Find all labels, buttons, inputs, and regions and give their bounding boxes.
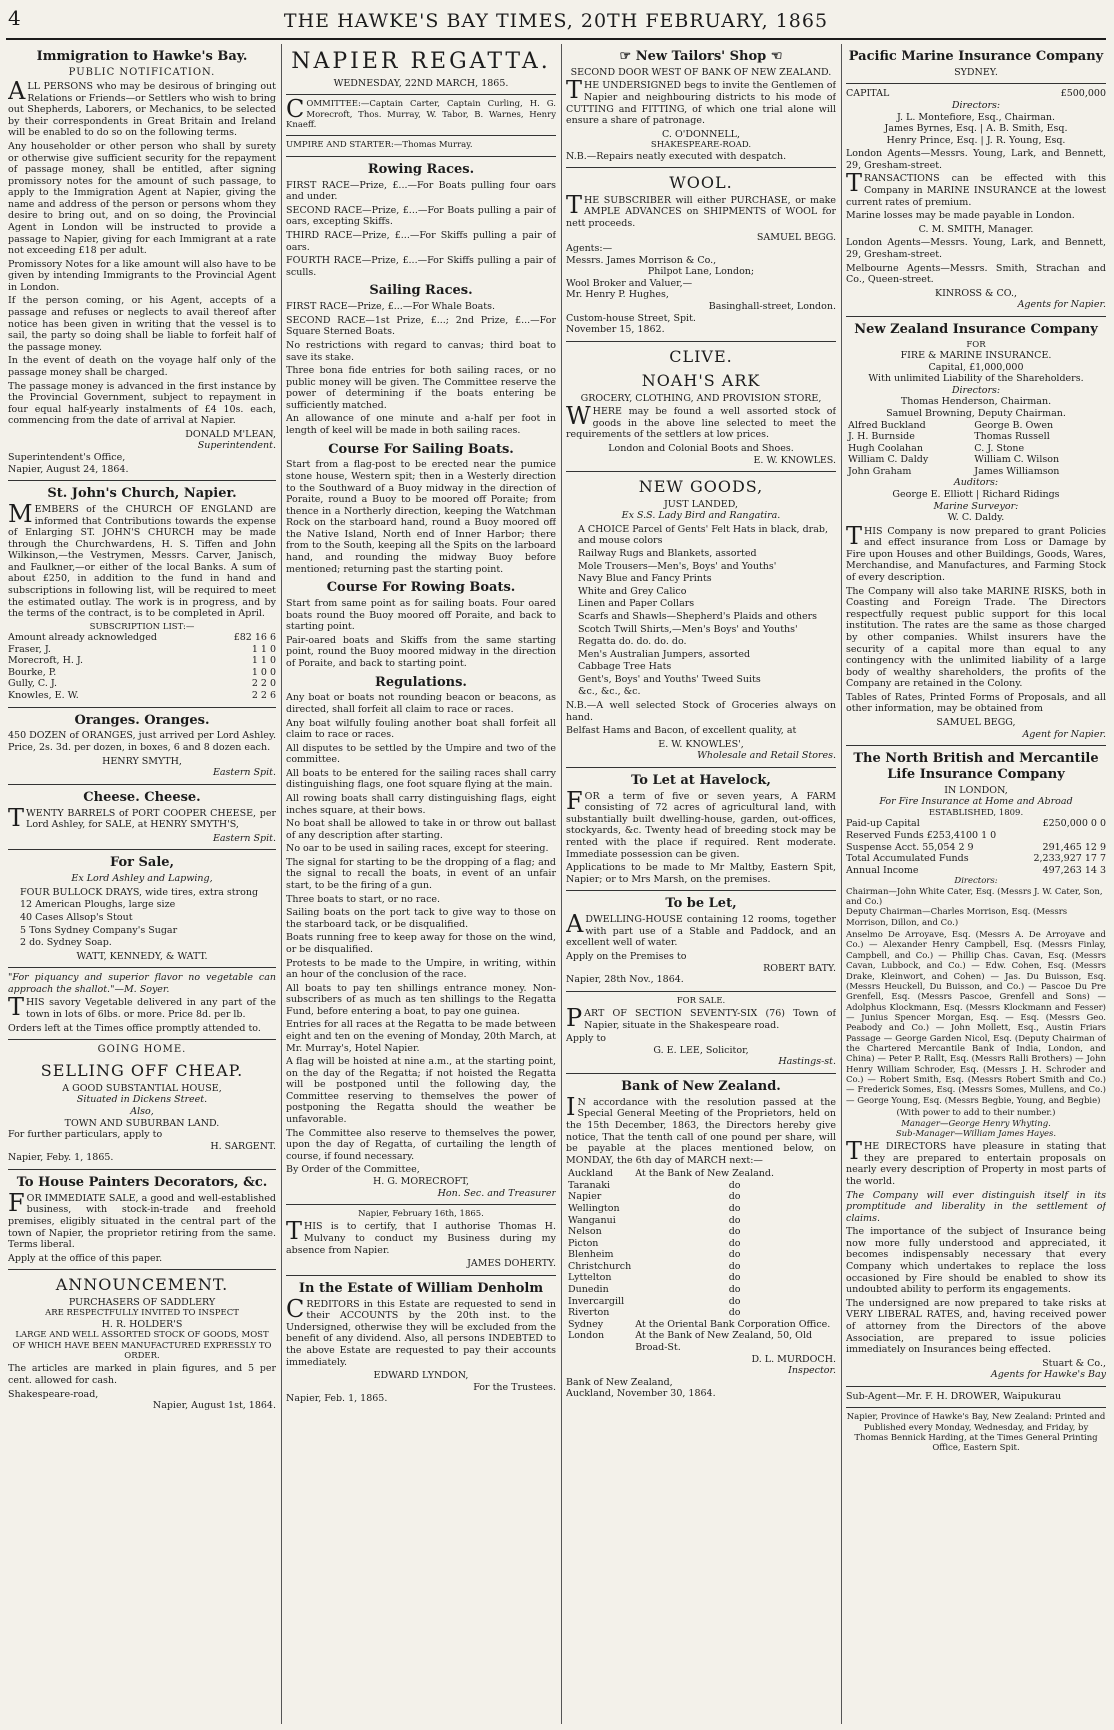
house-painters-para: FOR IMMEDIATE SALE, a good and well-established business, with stock-in-trade and freehold premises, eligibly situated in the central part of the town of Napier, the proprietor retiring from the same. Terms liberal. [8, 1188, 276, 1251]
regulation: Boats running free to keep away for those on the wind, or be disqualified. [286, 932, 556, 955]
table-row: Taranaki do [568, 1179, 741, 1191]
immigration-subheading: PUBLIC NOTIFICATION. [68, 66, 216, 78]
agent-line: Mr. Henry P. Hughes, [566, 289, 669, 301]
divider [566, 471, 836, 472]
newspaper-title: THE HAWKE'S BAY TIMES, 20TH FEBRUARY, 1865 [283, 10, 829, 32]
agent-line: Philpot Lane, London; [647, 266, 755, 278]
north-british-sub: For Fire Insurance at Home and Abroad [879, 796, 1073, 808]
race-item: SECOND RACE—Prize, £...—For Boats pulling a pair of oars, excepting Skiffs. [286, 204, 556, 228]
list-item: Linen and Paper Collars [578, 598, 695, 610]
north-british-para: The importance of the subject of Insurance being now more fully understood and appreciated, it becomes indispensably necessary that every Company which undertakes to replace the loss occasioned by Fire should be enabled to show its undoubted ability to perform its engagements. [846, 1226, 1106, 1296]
north-british-sub: IN LONDON, [944, 784, 1008, 796]
table-row: Wanganui do [568, 1214, 741, 1226]
signature: E. W. KNOWLES. [753, 454, 836, 466]
to-be-let-para: Apply on the Premises to [566, 950, 687, 962]
pacific-marine-para: TRANSACTIONS can be effected with this Company in MARINE INSURANCE at the lowest current rates of premium. [846, 169, 1106, 208]
date: Napier, August 24, 1864. [8, 463, 129, 475]
regulation: A flag will be hoisted at nine a.m., at the starting point, on the day of the Regatta; if not hoisted the Regatta will be postponed until the following day, the Committee reserving to themselves the power of postponing the Regatta should the weather be unfavorable. [286, 1056, 556, 1126]
list-item: Navy Blue and Fancy Prints [578, 573, 712, 585]
directors-label: Directors: [951, 100, 1001, 112]
regulation: Three boats to start, or no race. [286, 893, 441, 905]
signature: SAMUEL BEGG, [936, 716, 1016, 728]
divider [846, 83, 1106, 84]
list-item: Gent's, Boys' and Youths' Tweed Suits [578, 673, 761, 685]
agent-line: Basinghall-street, London. [708, 300, 836, 312]
signature: SAMUEL BEGG. [756, 231, 836, 243]
race-item: THIRD RACE—Prize, £...—For Skiffs pulling a pair of oars. [286, 230, 556, 253]
divider [566, 767, 836, 768]
director-line: Deputy Chairman—Charles Morrison, Esq. (Messrs Morrison, Dillon, and Co.) [846, 907, 1068, 928]
pacific-marine-para: Marine losses may be made payable in London. [846, 210, 1075, 222]
new-goods-sub: Ex S.S. Lady Bird and Rangatira. [621, 510, 781, 522]
table-row: Invercargill do [568, 1295, 741, 1307]
announcement-name: H. R. HOLDER'S [101, 1318, 183, 1330]
signature-role: Agents for Napier. [1017, 299, 1106, 311]
immigration-para: ALL PERSONS who may be desirous of bringing out Relations or Friends—or Settlers who wish to bring out Shepherds, Laborers, or Mechanics, to be selected by their correspondents in Great Britain and Ireland will be enabled to do so on the following terms. [8, 77, 276, 139]
sailing-races-heading: Sailing Races. [369, 283, 473, 299]
financial-row: Paid-up Capital £250,000 0 0 [846, 818, 1106, 830]
cheese-heading: Cheese. Cheese. [83, 789, 201, 805]
regulation: All rowing boats shall carry distinguishing flags, eight inches square, at their bows. [286, 793, 556, 816]
signature: WATT, KENNEDY, & WATT. [76, 950, 208, 962]
table-row: J. H. Burnside Thomas Russell [848, 431, 1050, 443]
announcement-sub: ARE RESPECTFULLY INVITED TO INSPECT [45, 1308, 239, 1319]
capital-line: Capital, £1,000,000 [928, 361, 1024, 373]
signature: Stuart & Co., [1042, 1357, 1106, 1369]
church-para: MEMBERS of the CHURCH OF ENGLAND are informed that Contributions towards the expense of Enlarging ST. JOHN'S CHURCH may be made through the Churchwardens, H. S. Tiffen and John Wilkinson,—the Vestrymen, Messrs. Carver, Janisch, and Faulkner,—or either of the local Banks. A sum of about £250, in addition to the fund in hand and subscriptions in following list, will be required to meet the estimated outlay. The work is in progress, and by the terms of the contract, is to be completed in April. [8, 499, 276, 620]
table-row: London At the Bank of New Zealand, 50, Old Broad-St. [568, 1330, 813, 1353]
regulation: The Committee also reserve to themselves the power, upon the day of Regatta, of curtailing the length of course, if found necessary. [286, 1127, 556, 1162]
announcement-para: LARGE AND WELL ASSORTED STOCK OF GOODS, MOST OF WHICH HAVE BEEN MANUFACTURED EXPRESSLY TO ORDER. [12, 1330, 272, 1361]
financial-row: Annual Income 497,263 14 3 [846, 864, 1106, 876]
signature: DONALD M'LEAN, [185, 428, 276, 440]
new-goods-nb: N.B.—A well selected Stock of Groceries always on hand. [566, 699, 836, 723]
new-goods-heading: NEW GOODS, [638, 477, 764, 497]
sailing-course-heading: Course For Sailing Boats. [328, 441, 514, 457]
sailing-note: An allowance of one minute and a-half per foot in length of keel will be made in both sailing races. [286, 413, 556, 436]
new-goods-para: Belfast Hams and Bacon, of excellent quality, at [566, 725, 797, 737]
divider [566, 991, 836, 992]
table-row: Dunedin do [568, 1284, 741, 1296]
hand-pointer-icon: ☞ [619, 49, 632, 64]
date: Auckland, November 30, 1864. [566, 1388, 716, 1400]
address: Eastern Spit. [212, 832, 276, 844]
wool-heading: WOOL. [669, 173, 733, 193]
director-line: Samuel Browning, Deputy Chairman. [886, 407, 1066, 419]
sub-agent-line: Sub-Agent—Mr. F. H. DROWER, Waipukurau [846, 1390, 1062, 1402]
subscription-row: Amount already acknowledged £82 16 6 [8, 632, 276, 644]
date: Napier, 28th Nov., 1864. [566, 974, 684, 986]
immigration-heading: Immigration to Hawke's Bay. [36, 49, 248, 64]
table-row: John Graham James Williamson [848, 465, 1060, 477]
bank-line: Bank of New Zealand, [566, 1376, 673, 1388]
race-item: SECOND RACE—1st Prize, £...; 2nd Prize, £...—For Square Sterned Boats. [286, 314, 556, 338]
shallot-para: THIS savory Vegetable delivered in any part of the town in lots of 6lbs. or more. Price 8d. per lb. [8, 993, 276, 1022]
divider [286, 135, 556, 136]
race-item: FIRST RACE—Prize, £...—For Boats pulling four oars and under. [286, 179, 556, 203]
page-number: 4 [8, 6, 21, 30]
list-item: 12 American Ploughs, large size [20, 899, 176, 911]
list-item: 5 Tons Sydney Company's Sugar [20, 924, 178, 936]
subscription-row: Bourke, P. 1 0 0 [8, 666, 276, 678]
subscription-row: Knowles, E. W. 2 2 6 [8, 690, 276, 702]
subscription-row: Morecroft, H. J. 1 1 0 [8, 655, 276, 667]
list-item: &c., &c., &c. [578, 686, 641, 698]
signature: E. W. KNOWLES', [658, 738, 744, 750]
signature: H. SARGENT. [210, 1140, 276, 1152]
table-row: Napier do [568, 1191, 741, 1203]
regulation: Sailing boats on the port tack to give way to those on the starboard tack, or be disqualified. [286, 907, 556, 930]
signature: KINROSS & CO., [935, 287, 1017, 299]
house-painters-heading: To House Painters Decorators, &c. [16, 1174, 268, 1190]
for-sale-para: PART OF SECTION SEVENTY-SIX (76) Town of Napier, situate in the Shakespeare road. [566, 1004, 836, 1033]
rowing-course-para: Start from same point as for sailing boats. Four oared boats round the Buoy moored off Poraite, and back to starting point. [286, 598, 556, 633]
land-line: TOWN AND SUBURBAN LAND. [64, 1117, 220, 1129]
column-2 [286, 44, 556, 1724]
imprint: Napier, Province of Hawke's Bay, New Zealand: Printed and Published every Monday, Wednesday, and Friday, by Thomas Bennick Harding, at the Times General Printing Office, Eastern Spit. [846, 1412, 1106, 1454]
signature: G. E. LEE, Solicitor, [653, 1044, 749, 1056]
signature: EDWARD LYNDON, [373, 1370, 469, 1382]
rowing-course-para: Pair-oared boats and Skiffs from the same starting point, round the Buoy moored midway in the direction of Poraite, and back to starting point. [286, 634, 556, 669]
divider [8, 707, 276, 708]
divider [846, 1386, 1106, 1387]
wool-para: THE SUBSCRIBER will either PURCHASE, or make AMPLE ADVANCES on SHIPMENTS of WOOL for nett proceeds. [566, 190, 836, 229]
office: Superintendent's Office, [8, 451, 126, 463]
list-item: Cabbage Tree Hats [578, 661, 672, 673]
house-painters-para: Apply at the office of this paper. [8, 1252, 163, 1264]
table-row: Sydney At the Oriental Bank Corporation Office. [568, 1318, 831, 1330]
denholm-para: CREDITORS in this Estate are requested to send in their ACCOUNTS by the 20th inst. to the Undersigned, otherwise they will be excluded from the benefit of any dividend. Also, all persons INDEBTED to the above Estate are requested to pay their accounts immediately. [286, 1294, 556, 1368]
agents-label: Agents:— [566, 243, 613, 255]
table-row: Alfred Buckland George B. Owen [848, 419, 1054, 431]
new-goods-sub: JUST LANDED, [663, 498, 738, 510]
table-row: Hugh Coolahan C. J. Stone [848, 442, 1025, 454]
by-order: By Order of the Committee, [286, 1164, 420, 1176]
immigration-para: Any householder or other person who shall by surety or otherwise give sufficient security for the repayment of passage money, shall be entitled, after signing promissory notes for the amount of such passage, to apply to the Immigration Agent at Napier, giving the name and address of the person or persons whom they desire to bring out, and on so doing, the Provincial Agent in London will be instructed to provide a passage to Napier, giving for each Immigrant at a rate not exceeding £18 per adult. [8, 140, 276, 257]
signature: C. M. SMITH, Manager. [918, 223, 1034, 235]
column-1 [8, 44, 276, 1724]
immigration-para: If the person coming, or his Agent, accepts of a passage and refuses or neglects to avail thereof after notice has been given in writing that the vessel is to sail, the party so doing shall be liable to forfeit half of the passage money. [8, 295, 276, 353]
sailing-note: Three bona fide entries for both sailing races, or no public money will be given. The Committee reserve the power of determining if the boats entering be sufficiently matched. [286, 365, 556, 411]
regulation: The signal for starting to be the dropping of a flag; and the signal to recall the boats, in event of an unfair start, to be the firing of a gun. [286, 856, 556, 892]
noahs-ark-para: London and Colonial Boots and Shoes. [608, 443, 794, 455]
list-item: A CHOICE Parcel of Gents' Felt Hats in black, drab, and mouse colors [578, 523, 828, 547]
divider [286, 156, 556, 157]
list-item: Mole Trousers—Men's, Boys' and Youths' [578, 560, 777, 572]
financial-row: Total Accumulated Funds 2,233,927 17 7 [846, 853, 1106, 865]
new-goods-list [578, 524, 836, 698]
regulation: No boat shall be allowed to take in or throw out ballast of any description after starting. [286, 818, 556, 841]
divider [846, 1407, 1106, 1408]
signature-role: For the Trustees. [473, 1381, 556, 1393]
tailors-shop-sub: SECOND DOOR WEST OF BANK OF NEW ZEALAND. [570, 66, 832, 78]
divider [8, 480, 276, 481]
regulation: No oar to be used in sailing races, except for steering. [286, 843, 549, 855]
rowing-course-heading: Course For Rowing Boats. [326, 580, 516, 596]
signature-role: Superintendent. [197, 440, 276, 452]
regulations-heading: Regulations. [375, 674, 467, 690]
financials [846, 818, 1106, 876]
financial-row: Reserved Funds £253,4100 1 0 [846, 829, 997, 841]
list-item: Men's Australian Jumpers, assorted [578, 648, 751, 660]
regulation: All disputes to be settled by the Umpire and two of the committee. [286, 742, 556, 766]
directors-table [846, 420, 1106, 478]
signature-role: Agents for Hawke's Bay [990, 1369, 1106, 1381]
date: November 15, 1862. [566, 324, 665, 336]
havelock-para: FOR a term of five or seven years, A FARM consisting of 72 acres of agricultural land, with substantially built dwelling-house, garden, out-offices, stockyards, &c. Twenty head of breeding stock may be rented with the place if required. Rent moderate. Immediate possession can be given. [566, 786, 836, 860]
agent-line: Custom-house Street, Spit. [566, 312, 696, 324]
director-line: James Byrnes, Esq. | A. B. Smith, Esq. [884, 123, 1068, 135]
agents-line: Melbourne Agents—Messrs. Smith, Strachan and Co., Queen-street. [846, 262, 1106, 286]
denholm-heading: In the Estate of William Denholm [298, 1280, 544, 1296]
financial-row: Suspense Acct. 55,054 2 9 291,465 12 9 [846, 841, 1106, 853]
regulation: Any boat or boats not rounding beacon or beacons, as directed, shall forfeit all claim to race or races. [286, 692, 556, 715]
list-item: White and Grey Calico [578, 585, 687, 597]
immigration-para: Promissory Notes for a like amount will also have to be given by intending Immigrants to the Provincial Agent in London. [8, 258, 276, 293]
director-line: Thomas Henderson, Chairman. [900, 396, 1052, 408]
date: Napier, August 1st, 1864. [152, 1400, 276, 1412]
regulation: All boats to be entered for the sailing races shall carry distinguishing flags, one foot square flying at the main. [286, 767, 556, 791]
manager-line: Manager—George Henry Whyting. [901, 1118, 1051, 1129]
pacific-marine-sub: SYDNEY. [954, 66, 998, 78]
north-british-para: THE DIRECTORS have pleasure in stating that they are prepared to entertain proposals on nearly every description of Property in most parts of the world. [846, 1137, 1106, 1187]
directors-list: Anselmo De Arroyave, Esq. (Messrs A. De Arroyave and Co.) — Alexander Henry Campbell, Esq. (Messrs Finlay, Campbell, and Co.) — Phillip Chas. Cavan, Esq. (Messrs Cavan, Lubbock, and Co.) — Edw. Cohen, Esq. (Messrs Drake, Kleinwort, and Cohen) — Jas. Du Buisson, Esq. (Messrs Heuckell, Du Buisson, and Co.) — Pascoe Du Pre Grenfell, Esq. (Messrs Pascoe, Grenfell and Sons) — Adolphus Klockmann, Esq. (Messrs Klockmann and Fesser) — Junius Spencer Morgan, Esq. — Esq. (Messrs Geo. Peabody and Co.) — John Mollett, Esq., Austin Friars Passage — George Garden Nicol, Esq. (Deputy Chairman of the Chartered Mercantile Bank of India, London, and China) — Peter P. Rallt, Esq. (Messrs Ralli Brothers) — John Henry William Schroder, Esq. (Messrs J. H. Schroder and Co.) — Robert Smith, Esq. (Messrs Robert Smith and Co.) — Frederick Somes, Esq. (Messrs Somes, Mullens, and Co.) — George Young, Esq. (Messrs Begbie, Young, and Begbie) [846, 930, 1106, 1106]
tailors-shop-heading: ☞ New Tailors' Shop ☜ [619, 49, 783, 64]
liability-line: With unlimited Liability of the Shareholders. [868, 373, 1084, 385]
sailing-note: No restrictions with regard to canvas; third boat to save its stake. [286, 339, 556, 363]
divider [566, 167, 836, 168]
subscription-list [8, 632, 276, 701]
agents-line: London Agents—Messrs. Young, Lark, and Bennett, 29, Gresham-street. [846, 237, 1106, 260]
apply-line: Apply to [566, 1033, 606, 1045]
table-row: Blenheim do [568, 1249, 741, 1261]
clive-heading: CLIVE. [669, 346, 733, 366]
nz-insurance-for: FOR [966, 339, 986, 350]
agent-line: Wool Broker and Valuer,— [566, 277, 693, 289]
address: Shakespeare-road, [8, 1388, 99, 1400]
address: Hastings-st. [778, 1056, 836, 1068]
submanager-line: Sub-Manager—William James Hayes. [895, 1128, 1057, 1139]
to-be-let-heading: To be Let, [665, 896, 737, 912]
oranges-para: 450 DOZEN of ORANGES, just arrived per Lord Ashley. Price, 2s. 3d. per dozen, in boxes, 6 and 8 dozen each. [8, 730, 276, 754]
hand-pointer-icon: ☜ [770, 49, 783, 64]
announcement-sub: PURCHASERS OF SADDLERY [68, 1296, 216, 1308]
havelock-para: Applications to be made to Mr Maltby, Eastern Spit, Napier; or to Mrs Marsh, on the premises. [566, 862, 836, 885]
signature-role: Hon. Sec. and Treasurer [437, 1187, 556, 1199]
surveyor-line: W. C. Daldy. [947, 512, 1005, 524]
call-places-table [566, 1168, 836, 1353]
divider [566, 341, 836, 342]
for-sale-heading: FOR SALE. [676, 995, 726, 1006]
tailors-nb: N.B.—Repairs neatly executed with despatch. [566, 150, 787, 162]
nz-insurance-sub: FIRE & MARINE INSURANCE. [900, 350, 1052, 362]
subscription-heading: SUBSCRIPTION LIST:— [89, 621, 195, 632]
directors-label: Directors: [954, 876, 998, 887]
cheese-para: TWENTY BARRELS of PORT COOPER CHEESE, per Lord Ashley, for SALE, at HENRY SMYTH'S, [8, 803, 276, 832]
noahs-ark-para: WHERE may be found a well assorted stock of goods in the above line selected to meet the requirements of the settlers at low prices. [566, 402, 836, 441]
column-4 [846, 44, 1106, 1724]
house-location: Situated in Dickens Street. [76, 1094, 208, 1106]
list-item: Scotch Twill Shirts,—Men's Boys' and Youths' [578, 623, 798, 635]
noahs-ark-heading: NOAH'S ARK [641, 371, 761, 391]
divider [286, 94, 556, 95]
regulation: All boats to pay ten shillings entrance money. Non-subscribers of as much as ten shillings to the Regatta Fund, before entering a boat, to pay one guinea. [286, 982, 556, 1017]
directors-note: (With power to add to their number.) [896, 1108, 1056, 1119]
pacific-marine-heading: Pacific Marine Insurance Company [848, 49, 1104, 64]
address: SHAKESPEARE-ROAD. [650, 140, 752, 151]
signature: JAMES DOHERTY. [467, 1258, 556, 1270]
tailors-shop-para: THE UNDERSIGNED begs to invite the Gentlemen of Napier and neighbouring districts to his mode of CUTTING and FITTING, of which one trial alone will ensure a share of patronage. [566, 76, 836, 127]
date: Napier, Feb. 1, 1865. [286, 1393, 388, 1405]
race-item: FOURTH RACE—Prize, £...—For Skiffs pulling a pair of sculls. [286, 255, 556, 278]
immigration-para: The passage money is advanced in the first instance by the Provincial Government, subject to repayment in four equal half-yearly instalments of £4 10s. each, commencing from the date of arrival at Napier. [8, 380, 276, 427]
doherty-para: THIS is to certify, that I authorise Thomas H. Mulvany to conduct my Business during my absence from Napier. [286, 1217, 556, 1256]
list-item: FOUR BULLOCK DRAYS, wide tires, extra strong [20, 886, 259, 898]
regulation: Protests to be made to the Umpire, in writing, within an hour of the conclusion of the race. [286, 957, 556, 981]
agent-line: Messrs. James Morrison & Co., [566, 254, 717, 266]
rowing-races-heading: Rowing Races. [367, 161, 475, 177]
nz-insurance-para: The Company will also take MARINE RISKS, both in Coasting and Foreign Trade. The Directors respectfully request public support for this local institution. The rates are the same as those charged by other companies. Whilst insurers have the security of a capital more than equal to any contingency with the unlimited liability of a large body of wealthy shareholders, the profits of the Company are retained in the Colony. [846, 585, 1106, 690]
also-line: Also, [130, 1106, 154, 1118]
list-item: 2 do. Sydney Soap. [20, 937, 112, 949]
signature: HENRY SMYTH, [102, 755, 182, 767]
divider [8, 967, 276, 968]
announcement-heading: ANNOUNCEMENT. [55, 1275, 229, 1295]
divider [566, 890, 836, 891]
divider [286, 1275, 556, 1276]
shallot-para: Orders left at the Times office promptly attended to. [8, 1022, 261, 1034]
list-item: Railway Rugs and Blankets, assorted [578, 548, 757, 560]
particulars: For further particulars, apply to [8, 1129, 163, 1141]
column-rule [561, 44, 562, 1724]
noahs-ark-sub: GROCERY, CLOTHING, AND PROVISION STORE, [580, 392, 822, 404]
church-heading: St. John's Church, Napier. [47, 486, 237, 502]
column-rule [841, 44, 842, 1724]
north-british-heading: The North British and Mercantile Life Insurance Company [853, 751, 1099, 782]
agents-line: London Agents—Messrs. Young, Lark, and Bennett, 29, Gresham-street. [846, 148, 1106, 171]
directors-label: Directors: [951, 384, 1001, 396]
date: Napier, Feby. 1, 1865. [8, 1152, 114, 1164]
signature: C. O'DONNELL, [662, 128, 740, 140]
list-item: Scarfs and Shawls—Shepherd's Plaids and others [578, 610, 818, 622]
regatta-date: WEDNESDAY, 22ND MARCH, 1865. [333, 77, 509, 89]
established-line: ESTABLISHED, 1809. [928, 808, 1024, 819]
table-row: Wellington do [568, 1203, 741, 1214]
director-line: Henry Prince, Esq. | J. R. Young, Esq. [886, 134, 1066, 146]
table-row: Picton do [568, 1237, 741, 1249]
nz-insurance-para: Tables of Rates, Printed Forms of Proposals, and all other information, may be obtained from [846, 691, 1106, 715]
nz-insurance-para: THIS Company is now prepared to grant Policies and effect insurance from Loss or Damage by Fire upon Houses and other Buildings, Goods, Wares, Merchandise, and Manufactures, and Farming Stock of every description. [846, 521, 1106, 584]
house-line: A GOOD SUBSTANTIAL HOUSE, [62, 1082, 222, 1094]
table-row: Christchurch do [568, 1260, 741, 1272]
auditors-label: Auditors: [953, 477, 999, 489]
table-row: Auckland At the Bank of New Zealand. [568, 1168, 775, 1180]
table-row: Riverton do [568, 1307, 741, 1319]
divider [566, 1073, 836, 1074]
going-home-heading: GOING HOME. [97, 1044, 187, 1056]
immigration-para: In the event of death on the voyage half only of the passage money shall be charged. [8, 355, 276, 378]
bank-nz-para: IN accordance with the resolution passed at the Special General Meeting of the Proprietors, held on the 15th December, 1863, the Directors hereby give notice, That the tenth call of one pound per share, will be payable at the places mentioned below, on MONDAY, the 6th day of MARCH next:— [566, 1092, 836, 1166]
regatta-committee: COMMITTEE:—Captain Carter, Captain Curling, H. G. Morecroft, Thos. Murray, W. Tabor, B. Warnes, Henry Knaeff. [286, 95, 556, 131]
for-sale-list [20, 887, 276, 949]
signature-role: Agent for Napier. [1022, 728, 1106, 740]
divider [8, 849, 276, 850]
regulation: Any boat wilfully fouling another boat shall forfeit all claim to race or races. [286, 717, 556, 741]
regulation: Entries for all races at the Regatta to be made between eight and ten on the evening of Monday, 20th March, at Mr. Murray's, Hotel Napier. [286, 1019, 556, 1054]
for-sale-sub: Ex Lord Ashley and Lapwing, [71, 873, 213, 885]
divider [846, 745, 1106, 746]
oranges-heading: Oranges. Oranges. [74, 712, 210, 728]
to-be-let-para: ADWELLING-HOUSE containing 12 rooms, together with part use of a Stable and Paddock, and an excellent well of water. [566, 910, 836, 949]
signature-role: Inspector. [788, 1365, 836, 1377]
bank-nz-heading: Bank of New Zealand. [621, 1078, 781, 1094]
address: Eastern Spit. [212, 767, 276, 779]
divider [8, 1169, 276, 1170]
for-sale-heading: For Sale, [109, 855, 175, 871]
table-row: Lyttelton do [568, 1272, 741, 1284]
list-item: 40 Cases Allsop's Stout [20, 911, 133, 923]
auditors-line: George E. Elliott | Richard Ridings [892, 489, 1060, 500]
divider [8, 1039, 276, 1040]
race-item: FIRST RACE—Prize, £...—For Whale Boats. [286, 301, 495, 313]
date: Napier, February 16th, 1865. [358, 1209, 484, 1220]
signature: H. G. MORECROFT, [373, 1175, 469, 1187]
masthead [6, 4, 1106, 40]
divider [8, 1269, 276, 1270]
regatta-heading: NAPIER REGATTA. [291, 49, 551, 74]
announcement-para: The articles are marked in plain figures, and 5 per cent. allowed for cash. [8, 1363, 276, 1386]
north-british-para: The Company will ever distinguish itself in its promptitude and liberality in the settlement of claims. [846, 1189, 1106, 1224]
capital-row: CAPITAL £500,000 [846, 88, 1106, 100]
column-rule [281, 44, 282, 1724]
north-british-para: The undersigned are now prepared to take risks at VERY LIBERAL RATES, and, having received power of attorney from the Directors of the above Association, are prepared to issue policies immediately on Insurances being effected. [846, 1297, 1106, 1356]
signature: ROBERT BATY. [763, 962, 836, 974]
table-row: William C. Daldy William C. Wilson [848, 454, 1060, 466]
selling-off-heading: SELLING OFF CHEAP. [40, 1061, 244, 1081]
column-3 [566, 44, 836, 1724]
divider [8, 784, 276, 785]
divider [286, 1204, 556, 1205]
divider [846, 316, 1106, 317]
table-row: Nelson do [568, 1226, 741, 1238]
subscription-row: Gully, C. J. 2 2 0 [8, 678, 276, 690]
regatta-umpire: UMPIRE AND STARTER:—Thomas Murray. [286, 140, 473, 151]
signature: D. L. MURDOCH. [751, 1353, 836, 1365]
signature-role: Wholesale and Retail Stores. [697, 750, 836, 762]
shallot-quote: "For piquancy and superior flavor no vegetable can approach the shallot."—M. Soyer. [8, 972, 276, 995]
nz-insurance-heading: New Zealand Insurance Company [854, 321, 1098, 337]
subscription-row: Fraser, J. 1 1 0 [8, 643, 276, 655]
sailing-course-para: Start from a flag-post to be erected near the pumice stone house, Western spit; then in a Westerly direction to the Southward of a Buoy midway in the direction of Poraite, round a Buoy to be moored off Poraite; from thence in a Northerly direction, keeping the Watchman Rock on the starboard hand, round a Buoy moored off the Native Island, North end of Inner Harbor; there from to the South, keeping all the Spits on the larboard hand, and rounding the midway Buoy before mentioned; returning past the starting point. [286, 459, 556, 575]
director-line: Chairman—John White Cater, Esq. (Messrs J. W. Cater, Son, and Co.) [846, 886, 1103, 907]
havelock-heading: To Let at Havelock, [631, 772, 771, 788]
surveyor-label: Marine Surveyor: [933, 500, 1019, 512]
list-item: Regatta do. do. do. do. [578, 636, 687, 648]
director-line: J. L. Montefiore, Esq., Chairman. [896, 111, 1056, 123]
